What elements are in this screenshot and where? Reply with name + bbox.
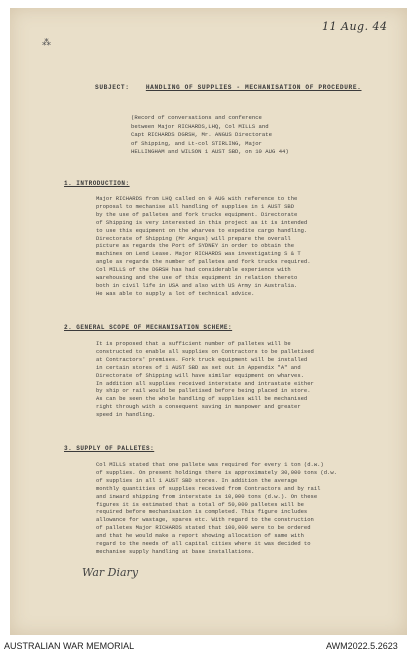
footer-credit: AUSTRALIAN WAR MEMORIAL [4,641,135,651]
section-heading-introduction: 1. INTRODUCTION: [64,180,130,187]
section-heading-supply-of-palletes: 3. SUPPLY OF PALLETES: [64,445,155,452]
section-body-supply-of-palletes: Col MILLS stated that one pallete was required for every 1 ton (d.w.) of supplies. On present holdings there is approximately 30,000 tons (d.w. of supplies in all 1 AUST SBD stores. In addition the average monthly quantities of supplies received from Contractors and by rail and inward shipping from interstate is 10,000 tons (d.w.). On these figures it is estimated that a total of 50,000 palletes will be required before mechanisation is completed. This figure includes allowance for wastage, spares etc. With regard to the construction of palletes Major RICHARDS stated that 100,000 were to be ordered and that he would make a report showing allocation of same with regard to the needs of all capital cities where it was decided to mechanise supply handling at base installations. [96,461,337,555]
section-body-introduction: Major RICHARDS from LHQ called on 9 AUG with reference to the proposal to mechanise all handling of supplies in 1 AUST SBD by the use of palletes and fork trucks equipment. Directorate of Shipping is very interested in this project as it is intended to use this equipment on the wharves to expedite cargo handling. Directorate of Shipping (Mr Angus) will prepare the overall picture as regards the Port of SYDNEY in order to obtain the machines on Lend Lease. Major RICHARDS was investigating S & T angle as regards the number of palletes and fork trucks required. Col MILLS of the DGRSH has had considerable experience with warehousing and the use of this equipment in relation thereto both in civil life in USA and also with US Army in Australia. He was able to supply a lot of technical advice. [96,195,311,297]
record-note: (Record of conversations and conference between Major RICHARDS,LHQ, Col MILLS and Capt RICHARDS DGRSH, Mr. ANGUS Directorate of Shipping, and Lt-col STIRLING, Major HELLINGHAM and WILSON 1 AUST SBD, on 10 AUG 44) [131,114,289,156]
section-heading-general-scope: 2. GENERAL SCOPE OF MECHANISATION SCHEME: [64,324,233,331]
subject-label: SUBJECT: [95,84,130,91]
subject-line [95,84,395,91]
subject-title: HANDLING OF SUPPLIES - MECHANISATION OF PROCEDURE. [145,84,362,91]
section-body-general-scope: It is proposed that a sufficient number of palletes will be constructed to enable all supplies on Contractors to be palletised at Contractors' premises. Fork truck equipment will be installed in certain stores of 1 AUST SBD as set out in Appendix "A" and Directorate of Shipping will have similar equipment on wharves. In addition all supplies received interstate and intrastate either by ship or rail would be palletised before being placed in store. As can be seen the whole handling of supplies will be mechanised right through with a consequent saving in manpower and greater speed in handling. [96,340,314,419]
footer-catalogue-id: AWM2022.5.2623 [326,641,398,651]
handwritten-signature: War Diary [82,566,139,579]
margin-mark: ⁂ [42,38,51,48]
handwritten-date: 11 Aug. 44 [322,20,388,33]
